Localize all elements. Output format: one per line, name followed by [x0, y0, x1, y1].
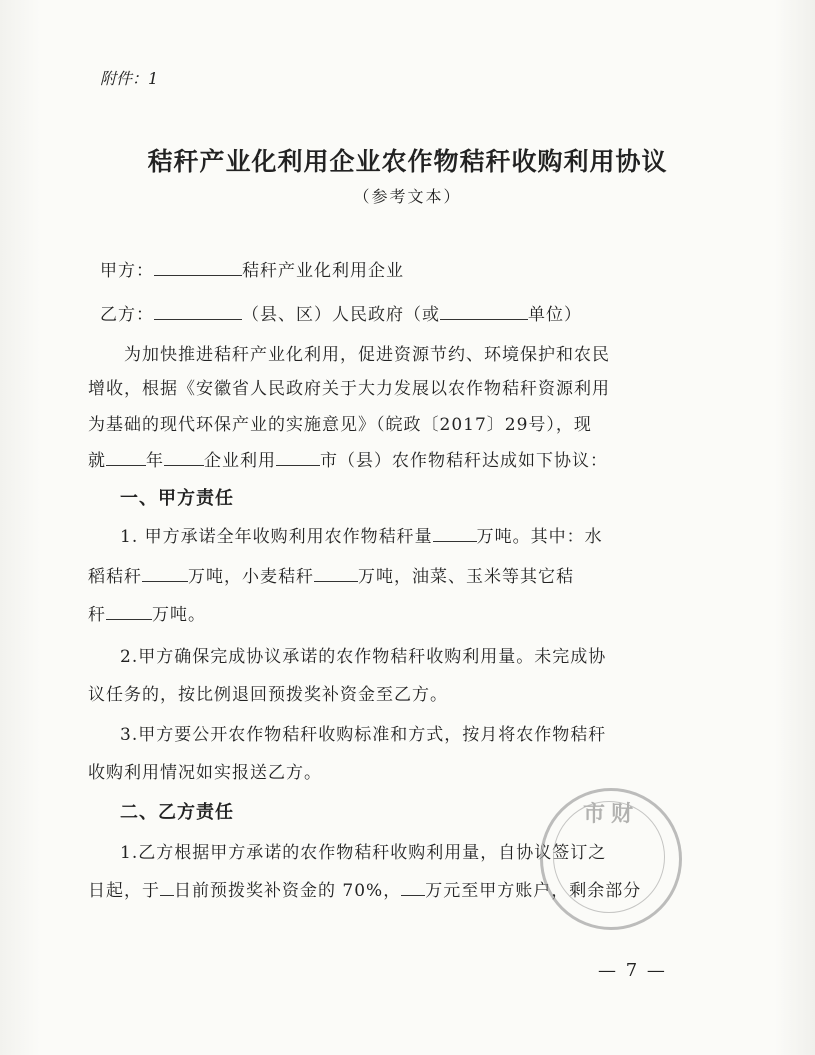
rice-straw-blank	[142, 567, 188, 582]
s1-p1-b: 万吨。其中：水	[476, 527, 603, 547]
company-blank	[164, 451, 204, 466]
intro-line-4	[88, 446, 608, 471]
s1-p1-g: 万吨。	[152, 605, 206, 625]
document-subtitle: （参考文本）	[353, 187, 462, 206]
s2-p1-b: 日起，于	[88, 881, 160, 901]
intro-line-4-d: 市（县）农作物秸秆达成如下协议：	[320, 451, 608, 471]
party-b-mid: （县、区）人民政府（或	[242, 305, 440, 325]
party-b-unit-blank	[440, 305, 528, 320]
party-b-line	[100, 300, 582, 325]
s1-p1-f: 秆	[88, 605, 106, 625]
party-a-label: 甲方：	[100, 261, 154, 281]
s1-p1-c: 稻秸秆	[88, 567, 142, 587]
party-b-suffix: 单位）	[528, 305, 582, 325]
official-seal	[540, 788, 682, 930]
document-title: 秸秆产业化利用企业农作物秸秆收购利用协议	[147, 147, 668, 176]
attachment-label: 附件：1	[100, 69, 159, 88]
amount-blank	[401, 881, 425, 896]
page-number: — 7 —	[598, 960, 667, 981]
intro-line-4-c: 企业利用	[204, 451, 276, 471]
total-volume-blank	[433, 527, 477, 542]
s1-p1-a: 1. 甲方承诺全年收购利用农作物秸秆量	[120, 527, 433, 547]
city-blank	[276, 451, 320, 466]
official-seal-text: 市财	[582, 801, 639, 827]
s1-p3-line-1: 3.甲方要公开农作物秸秆收购标准和方式，按月将农作物秸秆	[120, 725, 607, 745]
party-b-blank	[154, 305, 242, 320]
date-blank	[160, 881, 174, 896]
s2-p1-line-1: 1.乙方根据甲方承诺的农作物秸秆收购利用量，自协议签订之	[120, 843, 607, 863]
party-b-label: 乙方：	[100, 305, 154, 325]
s1-p1-e: 万吨，油菜、玉米等其它秸	[358, 567, 574, 587]
intro-line-4-b: 年	[146, 451, 164, 471]
s1-p2-line-1: 2.甲方确保完成协议承诺的农作物秸秆收购利用量。未完成协	[120, 647, 607, 667]
s1-p1-line-3	[88, 600, 206, 625]
intro-line-1: 为加快推进秸秆产业化利用，促进资源节约、环境保护和农民	[124, 345, 610, 365]
s2-p1-c: 日前预拨奖补资金的 70%，	[174, 881, 402, 901]
s1-p1-d: 万吨，小麦秸秆	[188, 567, 314, 587]
s1-p2-line-2: 议任务的，按比例退回预拨奖补资金至乙方。	[88, 685, 448, 705]
intro-line-2: 增收，根据《安徽省人民政府关于大力发展以农作物秸秆资源利用	[88, 379, 610, 399]
year-blank	[106, 451, 146, 466]
intro-line-3: 为基础的现代环保产业的实施意见》（皖政〔2017〕29号），现	[88, 415, 592, 435]
section-2-heading: 二、乙方责任	[120, 802, 234, 823]
s1-p1-line-2	[88, 562, 574, 587]
party-a-blank	[154, 261, 242, 276]
other-straw-blank	[106, 605, 152, 620]
wheat-straw-blank	[314, 567, 358, 582]
intro-line-4-a: 就	[88, 451, 106, 471]
s1-p3-line-2: 收购利用情况如实报送乙方。	[88, 763, 322, 783]
section-1-heading: 一、甲方责任	[120, 488, 234, 509]
s2-p1-d: 万元至甲方账户，剩余部分	[425, 881, 642, 901]
s1-p1-line-1	[120, 522, 603, 547]
party-a-line	[100, 256, 404, 281]
party-a-suffix: 秸秆产业化利用企业	[242, 261, 404, 281]
